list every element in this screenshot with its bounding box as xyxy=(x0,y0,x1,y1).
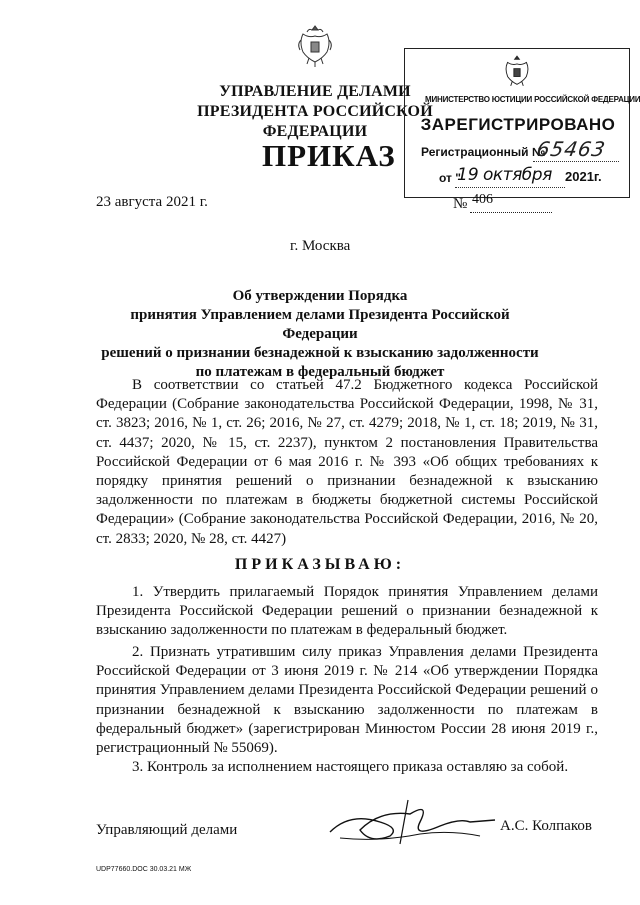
title-line-4: по платежам в федеральный бюджет xyxy=(195,364,445,380)
stamp-status: ЗАРЕГИСТРИРОВАНО xyxy=(420,115,616,134)
org-line-1: УПРАВЛЕНИЕ ДЕЛАМИ xyxy=(219,83,411,100)
document-type: ПРИКАЗ xyxy=(262,138,396,173)
stamp-date-underline xyxy=(455,187,565,188)
coat-of-arms-icon xyxy=(295,22,335,68)
document-city: г. Москва xyxy=(290,238,351,254)
orders-heading: ПРИКАЗЫВАЮ: xyxy=(234,556,406,573)
number-underline xyxy=(470,212,552,213)
stamp-year: 2021г. xyxy=(565,169,602,184)
document-title xyxy=(100,287,540,382)
footer-code: UDP77660.DOC 30.03.21 МЖ xyxy=(96,866,192,873)
org-line-2: ПРЕЗИДЕНТА РОССИЙСКОЙ ФЕДЕРАЦИИ xyxy=(197,103,433,140)
stamp-coat-of-arms-icon xyxy=(501,53,533,89)
document-date: 23 августа 2021 г. xyxy=(96,194,208,210)
order-item-3: 3. Контроль за исполнением настоящего приказа оставляю за собой. xyxy=(132,759,569,775)
stamp-date-prefix: от " xyxy=(439,171,461,185)
preamble-paragraph: В соответствии со статьей 47.2 Бюджетного кодекса Российской Федерации (Собрание законодательства Российской Федерации, 1998, № 31, ст. 3823; 2016, № 1, ст. 26; 2016, № 27, ст. 4279; 2018, № 1, ст. 18; 2019, № 31, ст. 4437; 2020, № 15, ст. 2237), пунктом 2 постановления Правительства Российской Федерации от 6 мая 2016 г. № 393 «Об общих требованиях к порядку принятия решений о признании безнадежной к взысканию задолженности по платежам в бюджеты бюджетной системы Российской Федерации» (Собрание законодательства Российской Федерации, 2016, № 20, ст. 2833; 2020, № 28, ст. 4427) xyxy=(96,377,598,547)
handwritten-signature-icon xyxy=(320,792,500,852)
title-line-3: решений о признании безнадежной к взысканию задолженности xyxy=(101,345,539,361)
signatory-role: Управляющий делами xyxy=(96,822,238,838)
stamp-reg-number: 65463 xyxy=(534,137,608,161)
title-line-1: Об утверждении Порядка xyxy=(232,288,408,304)
stamp-reg-label: Регистрационный № xyxy=(421,145,546,159)
signatory-name: А.С. Колпаков xyxy=(500,818,592,834)
order-item-1: 1. Утвердить прилагаемый Порядок принятия Управлением делами Президента Российской Федерации решений о признании безнадежной к взысканию задолженности по платежам в федеральный бюджет. xyxy=(96,584,598,639)
stamp-day: 19 xyxy=(457,165,479,185)
order-item-2: 2. Признать утратившим силу приказ Управления делами Президента Российской Федерации от 3 июня 2019 г. № 214 «Об утверждении Порядка принятия Управлением делами Президента Российской Федерации решений о признании безнадежной к взысканию задолженности по платежам в федеральный бюджет» (зарегистрирован Минюстом России 28 июня 2019 г., регистрационный № 55069). xyxy=(96,644,598,757)
stamp-reg-underline xyxy=(533,161,619,162)
registration-stamp xyxy=(404,48,640,198)
document-number: 406 xyxy=(472,192,493,207)
stamp-agency: МИНИСТЕРСТВО ЮСТИЦИИ РОССИЙСКОЙ ФЕДЕРАЦИИ xyxy=(425,95,640,104)
document-number-label: № xyxy=(453,196,468,212)
title-line-2: принятия Управлением делами Президента Российской Федерации xyxy=(130,307,510,342)
stamp-month: октября xyxy=(483,165,552,185)
